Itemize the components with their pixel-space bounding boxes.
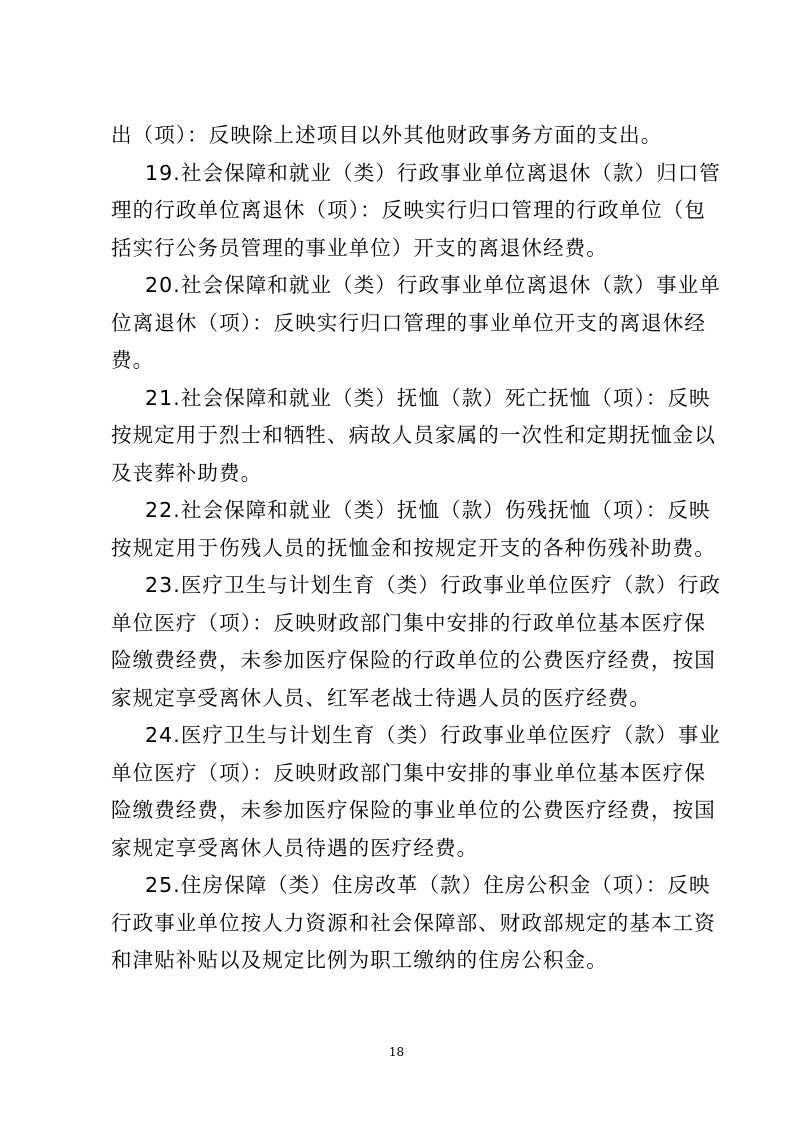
text-line: 单位医疗（项）：反映财政部门集中安排的行政单位基本医疗保	[111, 610, 706, 635]
text-line: 家规定享受离休人员、红军老战士待遇人员的医疗经费。	[111, 685, 651, 710]
text-line: 险缴费经费，未参加医疗保险的事业单位的公费医疗经费，按国	[111, 798, 716, 822]
paragraph-item-23	[111, 567, 721, 717]
text-line: 和津贴补贴以及规定比例为职工缴纳的住房公积金。	[111, 948, 608, 972]
text-line: 21.社会保障和就业（类）抚恤（款）死亡抚恤（项）：反映	[145, 385, 711, 410]
text-line: 括实行公务员管理的事业单位）开支的离退休经费。	[111, 235, 608, 260]
text-line: 理的行政单位离退休（项）：反映实行归口管理的行政单位（包	[111, 198, 706, 222]
text-line: 按规定用于伤残人员的抚恤金和按规定开支的各种伤残补助费。	[111, 535, 716, 560]
text-line: 19.社会保障和就业（类）行政事业单位离退休（款）归口管	[145, 160, 721, 185]
document-body	[111, 117, 721, 980]
text-line: 出（项）：反映除上述项目以外其他财政事务方面的支出。	[111, 123, 663, 147]
paragraph-item-25	[111, 867, 716, 980]
text-line: 22.社会保障和就业（类）抚恤（款）伤残抚恤（项）：反映	[145, 498, 711, 522]
text-line: 单位医疗（项）：反映财政部门集中安排的事业单位基本医疗保	[111, 760, 706, 785]
text-line: 位离退休（项）：反映实行归口管理的事业单位开支的离退休经	[111, 310, 706, 335]
paragraph-continuation	[111, 117, 706, 155]
text-line: 按规定用于烈士和牺牲、病故人员家属的一次性和定期抚恤金以	[111, 423, 716, 447]
paragraph-item-19	[111, 155, 721, 268]
paragraph-item-22	[111, 492, 716, 567]
paragraph-item-20	[111, 267, 721, 380]
page-number: 18	[388, 1045, 405, 1059]
text-line: 行政事业单位按人力资源和社会保障部、财政部规定的基本工资	[111, 910, 716, 935]
text-line: 险缴费经费，未参加医疗保险的行政单位的公费医疗经费，按国	[111, 648, 716, 672]
paragraph-item-24	[111, 717, 721, 867]
text-line: 20.社会保障和就业（类）行政事业单位离退休（款）事业单	[145, 273, 721, 297]
text-line: 费。	[111, 348, 155, 372]
text-line: 家规定享受离休人员待遇的医疗经费。	[111, 835, 479, 860]
text-line: 23.医疗卫生与计划生育（类）行政事业单位医疗（款）行政	[145, 573, 721, 597]
paragraph-item-21	[111, 380, 716, 493]
text-line: 24.医疗卫生与计划生育（类）行政事业单位医疗（款）事业	[145, 723, 721, 747]
text-line: 25.住房保障（类）住房改革（款）住房公积金（项）：反映	[145, 873, 711, 897]
text-line: 及丧葬补助费。	[111, 460, 263, 485]
